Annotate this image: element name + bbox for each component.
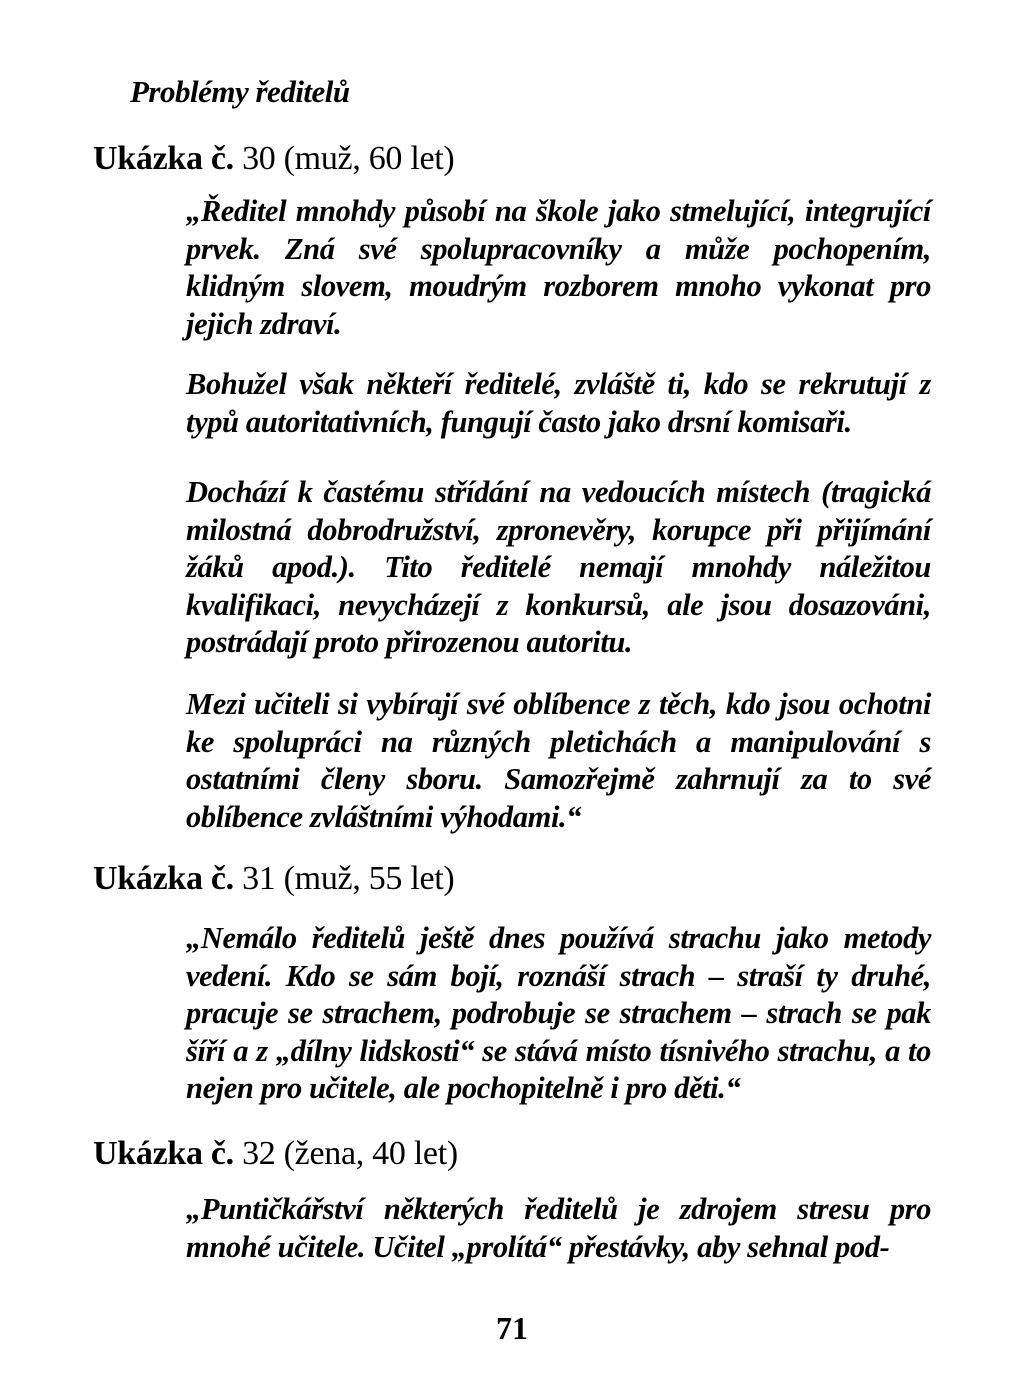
- quote-paragraph: „Ředitel mnohdy působí na škole jako stmelující, integrující prvek. Zná své spolupracovníky a může pochopením, klidným slovem, moudrým rozborem mnoho vykonat pro jejich zdraví.: [186, 194, 931, 341]
- quote-paragraph: „Nemálo ředitelů ještě dnes používá strachu jako metody vedení. Kdo se sám bojí, roznáší strach – straší ty druhé, pracuje se strachem, podrobuje se strachem – strach se pak šíří a z „dílny lidskosti“ se stává místo tísnivého strachu, a to nejen pro učitele, ale pochopitelně i pro děti.“: [186, 921, 931, 1105]
- quote-paragraph: „Puntičkářství některých ředitelů je zdrojem stresu pro mnohé učitele. Učitel „prolítá“ přestávky, aby sehnal pod-: [186, 1192, 931, 1264]
- sample-meta: 31 (muž, 55 let): [242, 860, 455, 897]
- sample-heading-32: [93, 1135, 458, 1173]
- sample-heading-30: [93, 140, 454, 178]
- sample-meta: 30 (muž, 60 let): [242, 140, 455, 177]
- sample-meta: 32 (žena, 40 let): [242, 1135, 458, 1172]
- sample-label: Ukázka č.: [93, 140, 234, 177]
- quote-paragraph: Dochází k častému střídání na vedoucích místech (tragická milostná dobrodružství, zpronevěry, korupce při přijímání žáků apod.). Tito ředitelé nemají mnohdy náležitou kvalifikaci, nevycházejí z konkursů, ale jsou dosazováni, postrádají proto přirozenou autoritu.: [186, 475, 931, 659]
- sample-label: Ukázka č.: [93, 860, 234, 897]
- sample-heading-31: [93, 860, 454, 898]
- quote-paragraph: Mezi učiteli si vybírají své oblíbence z těch, kdo jsou ochotni ke spolupráci na různých pletichách a manipulování s ostatními členy sboru. Samozřejmě zahrnují za to své oblíbence zvláštními výhodami.“: [186, 687, 931, 834]
- sample-label: Ukázka č.: [93, 1135, 234, 1172]
- page-number: 71: [496, 1310, 528, 1346]
- running-header: Problémy ředitelů: [130, 74, 350, 109]
- quote-paragraph: Bohužel však někteří ředitelé, zvláště ti, kdo se rekrutují z typů autoritativních, fungují často jako drsní komisaři.: [186, 367, 931, 439]
